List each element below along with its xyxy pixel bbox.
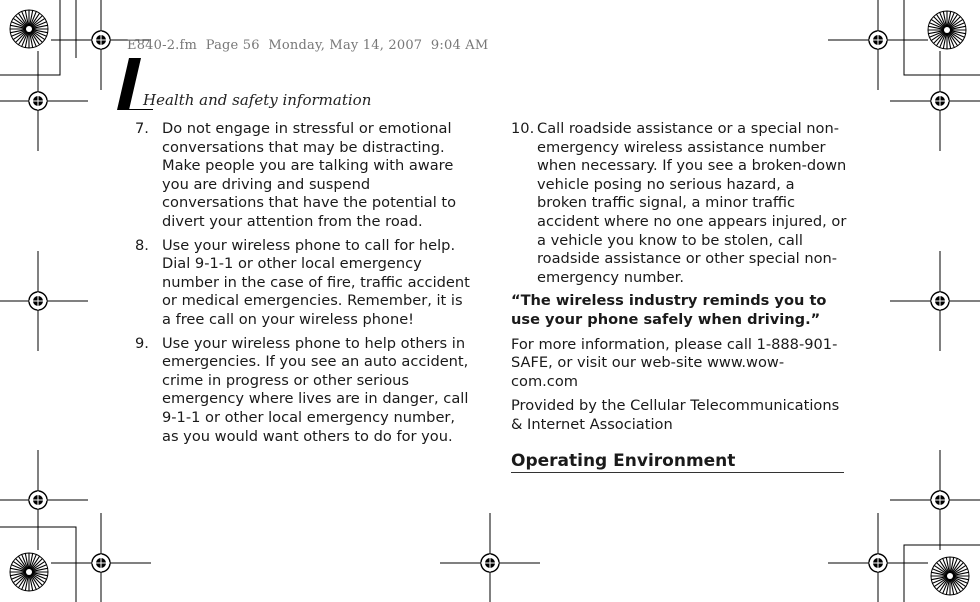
item-text: Call roadside assistance or a special non-emergency wireless assistance number when necessary. If you see a broken-down vehicle posing no serious hazard, a broken traffic signal, a minor traffic accident where no one appears injured, or a vehicle you know to be stolen, call roadside assistance or other special non-emergency number.	[537, 120, 847, 286]
item-number: 10.	[511, 120, 535, 137]
left-column	[135, 120, 470, 451]
file-info-stamp: E840-2.fm Page 56 Monday, May 14, 2007 9:04 AM	[127, 38, 489, 53]
provided-by-text: Provided by the Cellular Telecommunications & Internet Association	[511, 397, 840, 433]
item-text: Use your wireless phone to call for help. Dial 9-1-1 or other local emergency number in the case of fire, traffic accident or medical emergencies. Remember, it is a free call on your wireless phone!	[162, 236, 470, 328]
list-item	[135, 335, 470, 447]
item-number: 8.	[135, 236, 149, 254]
list-item	[511, 120, 847, 287]
item-text: Use your wireless phone to help others in emergencies. If you see an auto accident, crime in progress or other serious emergency where lives are in danger, call 9-1-1 or other local emergency number, as you would want others to do for you.	[162, 334, 469, 445]
list-item	[135, 120, 470, 232]
list-item	[135, 237, 470, 330]
section-heading: Operating Environment	[511, 452, 844, 474]
right-column	[511, 120, 847, 473]
more-info-text: For more information, please call 1-888-901-SAFE, or visit our web-site www.wow-com.com	[511, 335, 838, 390]
item-text: Do not engage in stressful or emotional conversations that may be distracting. Make people you are talking with aware you are driving and suspend conversations that have the potential to divert your attention from the road.	[162, 120, 457, 230]
item-number: 9.	[135, 334, 149, 352]
section-title: Health and safety information	[143, 91, 372, 109]
safety-quote: “The wireless industry reminds you to use your phone safely when driving.”	[511, 292, 827, 328]
item-number: 7.	[135, 120, 149, 137]
